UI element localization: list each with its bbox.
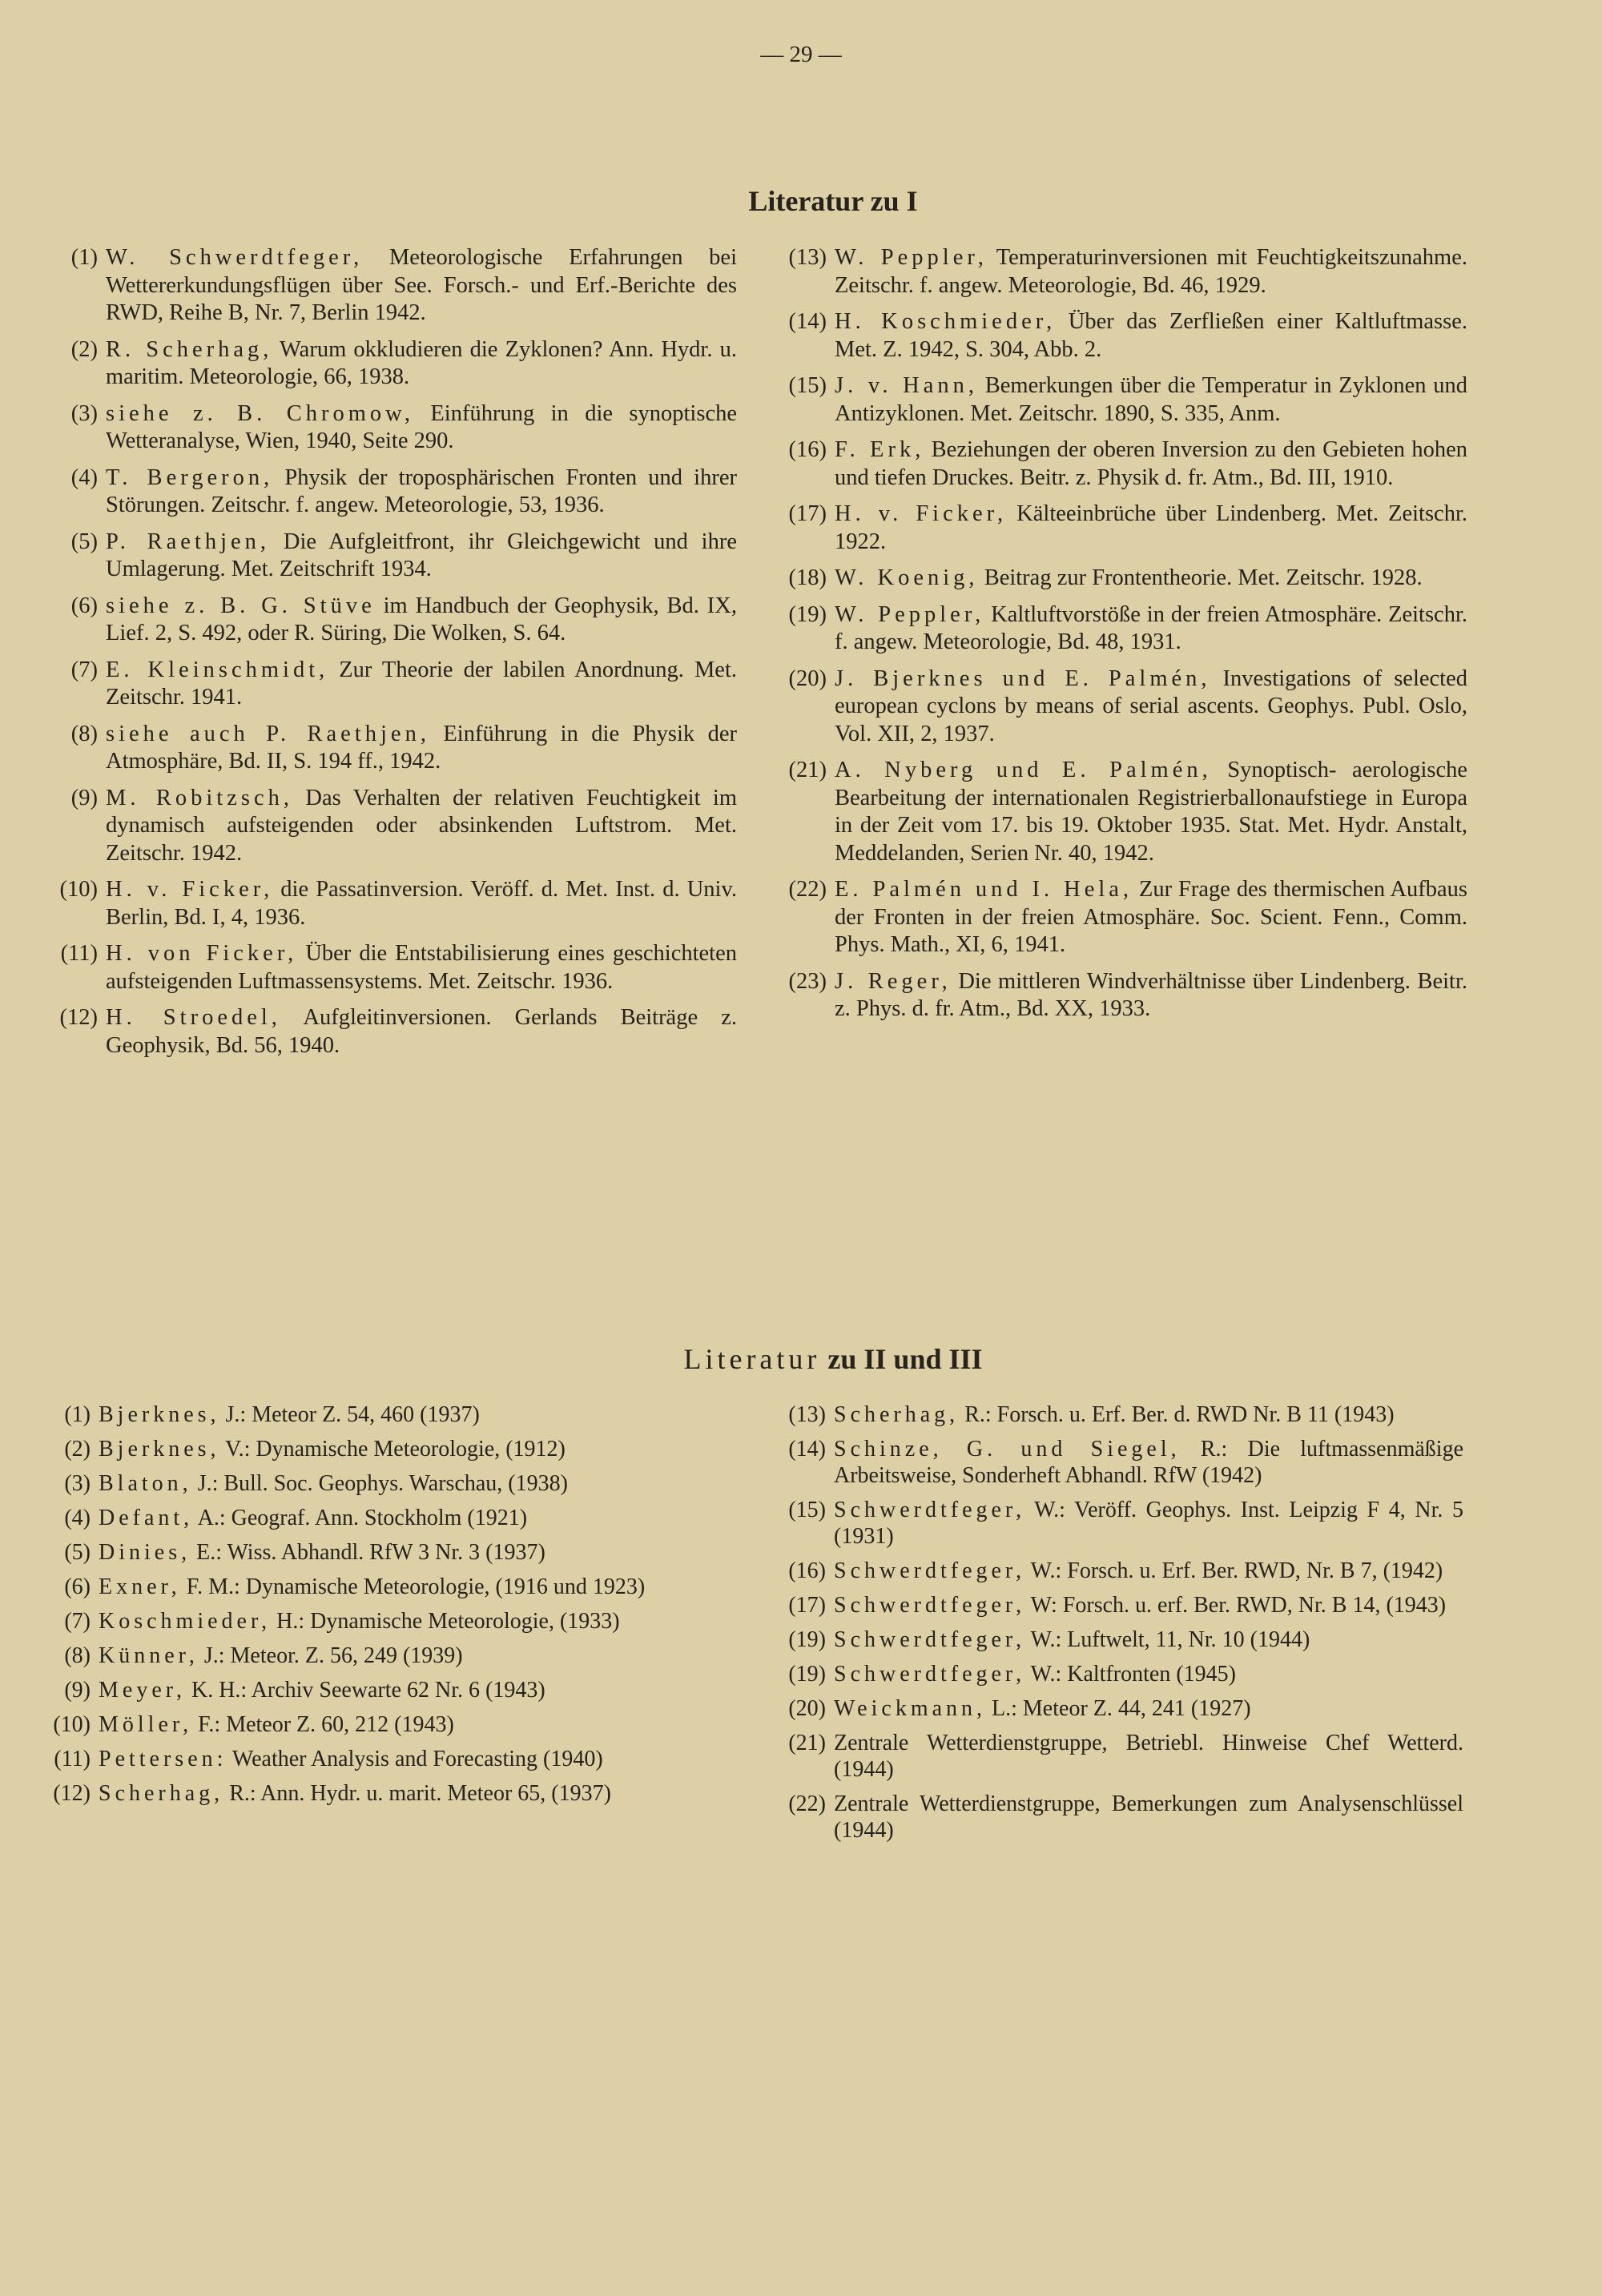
reference-number: (12) (59, 1005, 98, 1030)
reference-item (44, 1608, 733, 1635)
reference-item (48, 721, 737, 776)
reference-item (44, 1539, 733, 1566)
reference-details: W: Forsch. u. erf. Ber. RWD, Nr. B 14, (1943) (1025, 1593, 1447, 1618)
reference-details: Synoptisch- aerologische Bearbeitung der internationalen Registrierballonaufstiege in Europa in der Zeit vom 17. bis 19. Oktober 1935. Stat. Met. Hydr. Anstalt, Meddelanden, Serien Nr. 40, 1942. (835, 758, 1468, 866)
reference-details: Kälteeinbrüche über Lindenberg. Met. Zeitschr. 1922. (835, 501, 1468, 554)
reference-author: F. Erk, (835, 437, 925, 462)
reference-item (765, 1592, 1463, 1618)
reference-details: Zur Theorie der labilen Anordnung. Met. Zeitschr. 1941. (106, 657, 737, 710)
reference-text (777, 501, 1467, 556)
reference-text (99, 1401, 733, 1428)
reference-author: Schinze, G. und Siegel, (834, 1437, 1181, 1462)
reference-text (48, 940, 737, 995)
reference-details: Die mittleren Windverhältnisse über Lindenberg. Beitr. z. Phys. d. fr. Atm., Bd. XX, 1933. (835, 968, 1467, 1021)
reference-item (48, 336, 737, 392)
reference-details: Aufgleitinversionen. Gerlands Beiträge z. Geophysik, Bd. 56, 1940. (106, 1005, 737, 1058)
reference-number: (20) (788, 665, 827, 691)
reference-details: V.: Dynamische Meteorologie, (1912) (219, 1437, 566, 1462)
reference-item (769, 244, 1467, 300)
reference-author: E. Kleinschmidt, (106, 657, 329, 682)
reference-item (769, 757, 1467, 867)
reference-author: Künner, (99, 1643, 199, 1668)
reference-item (48, 785, 737, 868)
reference-text (777, 876, 1467, 959)
reference-item (48, 244, 737, 328)
reference-author: A. Nyberg und E. Palmén, (835, 758, 1212, 782)
reference-author: Schwerdtfeger, (834, 1498, 1026, 1522)
reference-author: siehe auch P. Raethjen, (106, 721, 430, 746)
reference-details: Zur Frage des thermischen Aufbaus der Fronten in der freien Atmosphäre. Soc. Scient. Fenn., Comm. Phys. Math., XI, 6, 1941. (835, 877, 1468, 957)
reference-author: Weickmann, (834, 1696, 987, 1721)
reference-text (834, 1627, 1463, 1653)
reference-number: (14) (788, 1437, 826, 1462)
reference-number: (5) (70, 529, 98, 554)
reference-text (777, 665, 1467, 749)
reference-details: W.: Kaltfronten (1945) (1025, 1662, 1236, 1687)
reference-number: (9) (64, 1678, 91, 1703)
reference-number: (20) (788, 1696, 826, 1721)
reference-item (44, 1780, 733, 1807)
reference-text (48, 876, 737, 931)
references-ii-right-column (765, 1401, 1463, 1852)
reference-details: Einführung in die Physik der Atmosphäre, Bd. II, S. 194 ff., 1942. (106, 721, 737, 774)
reference-details: Weather Analysis and Forecasting (1940) (227, 1747, 603, 1771)
reference-text (99, 1470, 733, 1497)
reference-number: (14) (788, 309, 827, 334)
reference-item (769, 665, 1467, 749)
reference-text (777, 372, 1467, 428)
reference-text (834, 1436, 1463, 1489)
reference-item (765, 1695, 1463, 1722)
reference-details: Das Verhalten der relativen Feuchtigkeit im dynamisch aufsteigenden oder absinkenden Luftstrom. Met. Zeitschr. 1942. (106, 785, 738, 866)
reference-text (48, 244, 737, 328)
reference-item (765, 1791, 1463, 1844)
reference-text (834, 1401, 1463, 1428)
reference-number: (1) (70, 245, 98, 270)
reference-number: (2) (70, 336, 98, 362)
reference-text (99, 1505, 733, 1531)
reference-number: (13) (788, 1402, 826, 1427)
reference-details: L.: Meteor Z. 44, 241 (1927) (986, 1696, 1251, 1721)
reference-author: Meyer, (99, 1678, 186, 1703)
reference-details: Über die Entstabilisierung eines geschichteten aufsteigenden Luftmassensystems. Met. Zeitschr. 1936. (106, 941, 737, 994)
reference-text (777, 601, 1467, 657)
reference-details: R.: Forsch. u. Erf. Ber. d. RWD Nr. B 11 (1943) (959, 1402, 1395, 1427)
reference-number: (23) (788, 968, 827, 994)
reference-text (48, 721, 737, 776)
reference-author: siehe z. B. G. Stüve (106, 593, 376, 618)
reference-details: Beitrag zur Frontentheorie. Met. Zeitschr. 1928. (978, 565, 1423, 590)
reference-number: (11) (60, 941, 98, 966)
reference-author: W. Koenig, (835, 565, 979, 590)
reference-author: H. Koschmieder, (835, 309, 1057, 334)
reference-number: (5) (64, 1540, 91, 1565)
reference-number: (19) (788, 1627, 826, 1652)
reference-number: (2) (64, 1437, 91, 1462)
reference-details: J.: Meteor. Z. 56, 249 (1939) (198, 1643, 463, 1668)
reference-number: (3) (70, 400, 98, 426)
reference-author: J. Bjerknes und E. Palmén, (835, 665, 1211, 691)
reference-number: (10) (53, 1712, 91, 1737)
reference-text (48, 529, 737, 584)
reference-details: R.: Ann. Hydr. u. marit. Meteor 65, (1937) (223, 1781, 611, 1806)
reference-author: Exner, (99, 1574, 181, 1599)
reference-author: H. v. Ficker, (835, 501, 1008, 526)
reference-item (769, 436, 1467, 492)
reference-details: H.: Dynamische Meteorologie, (1933) (271, 1609, 620, 1634)
reference-text (99, 1539, 733, 1566)
reference-number: (3) (64, 1471, 91, 1496)
reference-author: P. Raethjen, (106, 529, 271, 554)
reference-details: Über das Zerfließen einer Kaltluftmasse. Met. Z. 1942, S. 304, Abb. 2. (835, 309, 1467, 362)
reference-item (48, 400, 737, 456)
reference-number: (15) (788, 373, 827, 398)
reference-number: (18) (788, 565, 827, 590)
reference-item (48, 876, 737, 931)
reference-details: J.: Meteor Z. 54, 460 (1937) (219, 1402, 480, 1427)
reference-author: Schwerdtfeger, (834, 1593, 1026, 1618)
reference-details: R.: Die luftmassenmäßige Arbeitsweise, Sonderheft Abhandl. RfW (1942) (834, 1437, 1464, 1488)
reference-details: Beziehungen der oberen Inversion zu den Gebieten hohen und tiefen Druckes. Beitr. z. Physik d. fr. Atm., Bd. III, 1910. (835, 437, 1468, 490)
reference-author: Scherhag, (99, 1781, 224, 1806)
reference-item (48, 464, 737, 520)
reference-details: W.: Veröff. Geophys. Inst. Leipzig F 4, Nr. 5 (1931) (834, 1498, 1463, 1549)
reference-details: Einführung in die synoptische Wetteranalyse, Wien, 1940, Seite 290. (106, 400, 737, 453)
reference-item (769, 372, 1467, 428)
reference-text (99, 1436, 733, 1462)
reference-item (48, 593, 737, 648)
reference-number: (17) (788, 501, 827, 526)
reference-details: W.: Luftwelt, 11, Nr. 10 (1944) (1025, 1627, 1310, 1652)
reference-item (48, 940, 737, 995)
reference-number: (22) (788, 1791, 826, 1816)
reference-item (44, 1677, 733, 1703)
reference-text (48, 336, 737, 392)
reference-text (834, 1497, 1463, 1550)
reference-author: J. Reger, (835, 968, 952, 994)
section-title-literatur-word: Literatur (683, 1343, 821, 1375)
reference-text (48, 464, 737, 520)
reference-number: (21) (788, 758, 827, 782)
reference-author: Schwerdtfeger, (834, 1558, 1026, 1583)
reference-author: M. Robitzsch, (106, 785, 293, 810)
reference-item (48, 529, 737, 584)
reference-number: (8) (64, 1643, 91, 1668)
reference-author: H. von Ficker, (106, 941, 298, 966)
reference-number: (7) (64, 1609, 91, 1634)
reference-details: A.: Geograf. Ann. Stockholm (1921) (193, 1506, 528, 1530)
reference-author: Schwerdtfeger, (834, 1627, 1026, 1652)
reference-details: im Handbuch der Geophysik, Bd. IX, Lief. 2, S. 492, oder R. Süring, Die Wolken, S. 64. (106, 593, 737, 645)
reference-item (769, 601, 1467, 657)
reference-text (777, 244, 1467, 300)
reference-details: Investigations of selected european cyclons by means of serial ascents. Geophys. Publ. Oslo, Vol. XII, 2, 1937. (835, 665, 1467, 746)
reference-details: Kaltluftvorstöße in der freien Atmosphäre. Zeitschr. f. angew. Meteorologie, Bd. 48, 1931. (835, 601, 1467, 654)
reference-text (48, 1004, 737, 1060)
reference-text (777, 308, 1467, 364)
reference-item (44, 1746, 733, 1772)
reference-details: Zentrale Wetterdienstgruppe, Bemerkungen zum Analysenschlüssel (1944) (834, 1791, 1463, 1843)
reference-number: (16) (788, 437, 827, 462)
reference-number: (9) (70, 785, 98, 810)
reference-number: (4) (70, 464, 98, 490)
reference-author: W. Peppler, (835, 601, 985, 627)
reference-details: E.: Wiss. Abhandl. RfW 3 Nr. 3 (1937) (191, 1540, 545, 1565)
section-title-rest: zu II und III (820, 1343, 983, 1375)
reference-text (48, 593, 737, 648)
reference-author: Defant, (99, 1506, 194, 1530)
reference-text (834, 1592, 1463, 1618)
reference-details: Physik der troposphärischen Fronten und ihrer Störungen. Zeitschr. f. angew. Meteorologie, 53, 1936. (106, 464, 737, 517)
reference-author: H. Stroedel, (106, 1005, 281, 1030)
reference-details: K. H.: Archiv Seewarte 62 Nr. 6 (1943) (185, 1678, 545, 1703)
reference-author: Koschmieder, (99, 1609, 272, 1634)
reference-item (44, 1470, 733, 1497)
reference-text (777, 757, 1467, 867)
reference-details: J.: Bull. Soc. Geophys. Warschau, (1938) (191, 1471, 568, 1496)
reference-author: H. v. Ficker, (106, 877, 274, 902)
reference-item (48, 1004, 737, 1060)
reference-details: Zentrale Wetterdienstgruppe, Betriebl. Hinweise Chef Wetterd. (1944) (834, 1731, 1463, 1782)
references-ii-left-column (44, 1401, 733, 1815)
reference-number: (6) (64, 1574, 91, 1599)
reference-author: Scherhag, (834, 1402, 960, 1427)
reference-number: (4) (64, 1506, 91, 1530)
references-i-right-column (769, 244, 1467, 1032)
reference-author: siehe z. B. Chromow, (106, 400, 414, 426)
reference-item (765, 1730, 1463, 1783)
reference-text (777, 968, 1467, 1023)
references-i-left-column (48, 244, 737, 1068)
reference-author: E. Palmén und I. Hela, (835, 877, 1133, 902)
reference-author: R. Scherhag, (106, 336, 273, 362)
reference-number: (16) (788, 1558, 826, 1583)
reference-number: (11) (54, 1747, 91, 1771)
reference-author: Möller, (99, 1712, 193, 1737)
reference-text (834, 1695, 1463, 1722)
reference-item (44, 1436, 733, 1462)
reference-text (777, 565, 1467, 593)
reference-text (99, 1574, 733, 1600)
reference-number: (19) (788, 1662, 826, 1687)
reference-number: (7) (70, 657, 98, 682)
reference-details: Meteorologische Erfahrungen bei Wettererkundungsflügen über See. Forsch.- und Erf.-Berichte des RWD, Reihe B, Nr. 7, Berlin 1942. (106, 245, 737, 325)
reference-item (48, 657, 737, 712)
reference-text (48, 657, 737, 712)
reference-text (834, 1661, 1463, 1687)
reference-number: (10) (59, 877, 98, 902)
reference-item (765, 1497, 1463, 1550)
reference-number: (19) (788, 601, 827, 627)
reference-number: (21) (788, 1731, 826, 1755)
reference-text (99, 1643, 733, 1669)
reference-number: (13) (788, 245, 827, 270)
reference-text (834, 1558, 1463, 1584)
reference-author: Dinies, (99, 1540, 191, 1565)
reference-number: (12) (53, 1781, 91, 1806)
reference-details: F. M.: Dynamische Meteorologie, (1916 und 1923) (180, 1574, 646, 1599)
section-title-literatur-i: Literatur zu I (748, 185, 918, 217)
reference-details: W.: Forsch. u. Erf. Ber. RWD, Nr. B 7, (1942) (1025, 1558, 1443, 1583)
reference-author: Schwerdtfeger, (834, 1662, 1026, 1687)
reference-text (99, 1746, 733, 1772)
reference-item (769, 876, 1467, 959)
reference-text (834, 1791, 1463, 1844)
reference-item (769, 968, 1467, 1023)
reference-item (765, 1401, 1463, 1428)
reference-author: T. Bergeron, (106, 464, 274, 490)
reference-number: (15) (788, 1498, 826, 1522)
reference-item (44, 1574, 733, 1600)
reference-text (99, 1780, 733, 1807)
reference-item (44, 1643, 733, 1669)
reference-item (765, 1627, 1463, 1653)
reference-details: die Passatinversion. Veröff. d. Met. Inst. d. Univ. Berlin, Bd. I, 4, 1936. (106, 877, 737, 930)
reference-item (44, 1401, 733, 1428)
reference-item (765, 1661, 1463, 1687)
reference-text (99, 1677, 733, 1703)
reference-author: Bjerknes, (99, 1402, 220, 1427)
reference-number: (6) (70, 593, 98, 618)
reference-details: Temperaturinversionen mit Feuchtigkeitszunahme. Zeitschr. f. angew. Meteorologie, Bd. 46, 1929. (835, 245, 1468, 298)
reference-number: (17) (788, 1593, 826, 1618)
reference-number: (22) (788, 877, 827, 902)
reference-details: Die Aufgleitfront, ihr Gleichgewicht und ihre Umlagerung. Met. Zeitschrift 1934. (106, 529, 737, 581)
reference-item (769, 501, 1467, 556)
reference-details: Warum okkludieren die Zyklonen? Ann. Hydr. u. maritim. Meteorologie, 66, 1938. (106, 336, 737, 389)
section-title-literatur-ii-iii (32, 1342, 1602, 1376)
reference-number: (1) (64, 1402, 91, 1427)
reference-author: J. v. Hann, (835, 373, 979, 398)
reference-item (765, 1436, 1463, 1489)
reference-author: W. Schwerdtfeger, (106, 245, 364, 270)
reference-author: Blaton, (99, 1471, 192, 1496)
reference-author: Bjerknes, (99, 1437, 220, 1462)
reference-text (777, 436, 1467, 492)
reference-text (99, 1608, 733, 1635)
reference-details: F.: Meteor Z. 60, 212 (1943) (192, 1712, 454, 1737)
reference-item (44, 1505, 733, 1531)
reference-text (99, 1711, 733, 1738)
reference-item (769, 565, 1467, 593)
reference-details: Bemerkungen über die Temperatur in Zyklonen und Antizyklonen. Met. Zeitschr. 1890, S. 335, Anm. (835, 373, 1467, 426)
page-number: — 29 — (760, 42, 842, 67)
reference-item (765, 1558, 1463, 1584)
reference-number: (8) (70, 721, 98, 746)
reference-text (48, 400, 737, 456)
reference-item (769, 308, 1467, 364)
reference-author: W. Peppler, (835, 245, 988, 270)
reference-text (48, 785, 737, 868)
reference-text (834, 1730, 1463, 1783)
reference-item (44, 1711, 733, 1738)
reference-author: Pettersen: (99, 1747, 227, 1771)
